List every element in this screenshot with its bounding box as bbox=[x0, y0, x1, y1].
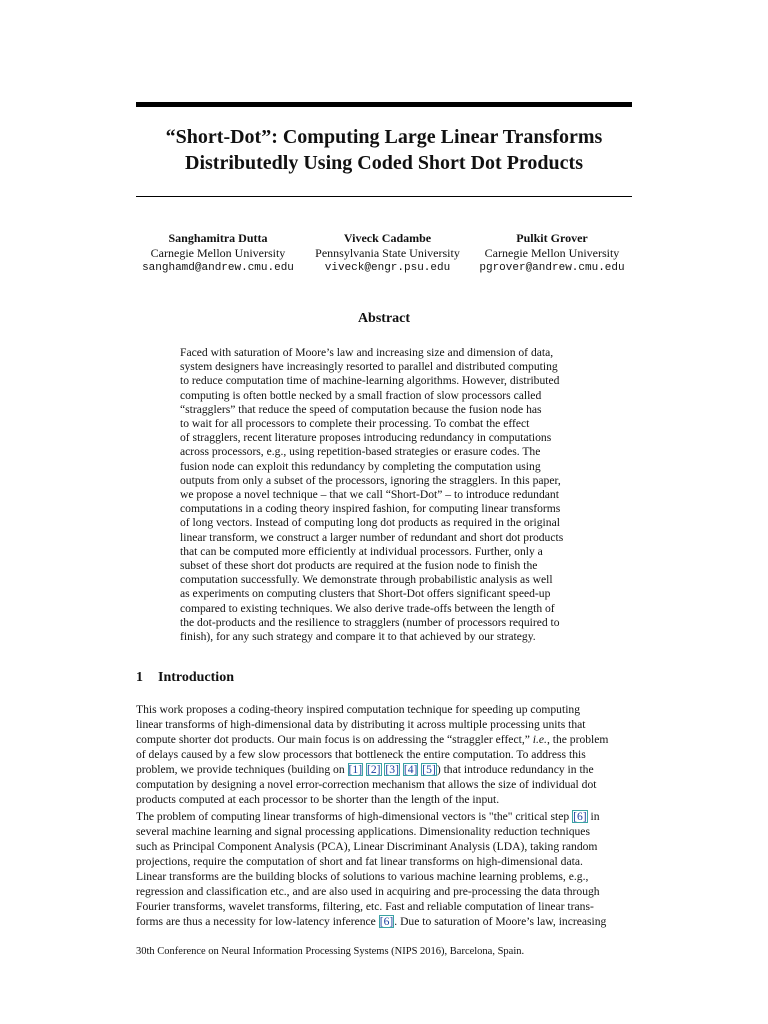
author-name: Pulkit Grover bbox=[516, 231, 588, 245]
title-line: Distributedly Using Coded Short Dot Products bbox=[185, 152, 583, 174]
author-affiliation: Carnegie Mellon University bbox=[150, 246, 286, 260]
citation-link[interactable]: [6] bbox=[379, 915, 394, 928]
text-line: Fourier transforms, wavelet transforms, filtering, etc. Fast and reliable computation of linear trans- bbox=[136, 900, 594, 913]
abstract-line: that can be computed more efficiently at individual processors. Further, only a bbox=[180, 544, 543, 558]
abstract-line: subset of these short dot products are required at the fusion node to finish the bbox=[180, 559, 538, 573]
text-run: The problem of computing linear transforms of high-dimensional vectors is "the" critical step bbox=[136, 810, 573, 823]
author-affiliation: Pennsylvania State University bbox=[315, 246, 460, 260]
text-line: computation by designing a novel error-correction mechanism that allows the size of individual dot bbox=[136, 778, 597, 791]
emphasis-ie: i.e. bbox=[532, 733, 547, 746]
text-line bbox=[136, 762, 632, 777]
author-block bbox=[472, 231, 632, 276]
title-top-rule bbox=[136, 102, 632, 107]
abstract-line: “stragglers” that reduce the speed of computation because the fusion node has bbox=[180, 402, 542, 416]
author-block bbox=[138, 231, 298, 276]
citation-link[interactable]: [1] bbox=[348, 763, 363, 776]
citation-link[interactable]: [4] bbox=[403, 763, 418, 776]
intro-paragraph-2 bbox=[136, 809, 632, 929]
author-block bbox=[305, 231, 470, 276]
abstract-line: linear transform, we construct a larger number of redundant and short dot products bbox=[180, 530, 564, 544]
abstract-line: finish), for any such strategy and compare it to that achieved by our strategy. bbox=[180, 630, 536, 644]
author-name: Sanghamitra Dutta bbox=[168, 231, 268, 245]
citation-link[interactable]: [6] bbox=[573, 810, 587, 823]
abstract-line: computing is often bottle necked by a small fraction of slow processors called bbox=[180, 388, 542, 402]
text-line: such as Principal Component Analysis (PCA), Linear Discriminant Analysis (LDA), taking random bbox=[136, 840, 598, 853]
conference-footnote: 30th Conference on Neural Information Processing Systems (NIPS 2016), Barcelona, Spain. bbox=[136, 946, 525, 957]
abstract-line: as experiments on computing clusters that Short-Dot offers significant speed-up bbox=[180, 587, 551, 601]
abstract-line: the dot-products and the resilience to stragglers (number of processors required to bbox=[180, 615, 560, 629]
intro-paragraph-1 bbox=[136, 702, 632, 807]
text-line: linear transforms of high-dimensional data by distributing it across multiple processing units that bbox=[136, 718, 586, 731]
abstract-line: compared to existing techniques. We also derive trade-offs between the length of bbox=[180, 601, 555, 615]
text-run: compute shorter dot products. Our main focus is on addressing the “straggler effect,” bbox=[136, 733, 533, 746]
text-run: . Due to saturation of Moore’s law, increasing bbox=[394, 915, 607, 928]
text-run: , the problem bbox=[546, 733, 609, 746]
author-affiliation: Carnegie Mellon University bbox=[484, 246, 620, 260]
author-name: Viveck Cadambe bbox=[343, 231, 432, 245]
text-run: ) that introduce redundancy in the bbox=[436, 763, 594, 776]
abstract-line: computations in a coding theory inspired fashion, for computing linear transforms bbox=[180, 502, 561, 516]
text-line: regression and classification etc., and are also used in acquiring and pre-processing the data through bbox=[136, 885, 600, 898]
abstract-line: to wait for all processors to complete their processing. To combat the effect bbox=[180, 417, 530, 431]
author-email[interactable]: sanghamd@andrew.cmu.edu bbox=[142, 262, 294, 274]
citation-link[interactable]: [5] bbox=[422, 763, 436, 776]
section-heading bbox=[136, 670, 234, 686]
title-bottom-rule bbox=[136, 196, 632, 197]
abstract-body bbox=[180, 346, 588, 644]
text-run: forms are thus a necessity for low-latency inference bbox=[136, 915, 379, 928]
text-line: Linear transforms are the building blocks of solutions to various machine learning problems, e.g., bbox=[136, 870, 589, 883]
text-run: in bbox=[587, 810, 600, 823]
title-line: “Short-Dot”: Computing Large Linear Transforms bbox=[165, 126, 603, 148]
abstract-heading: Abstract bbox=[357, 311, 411, 326]
citation-link[interactable]: [2] bbox=[366, 763, 381, 776]
text-line: of delays caused by a few slow processors that bottleneck the entire computation. To address this bbox=[136, 748, 586, 761]
section-title: Introduction bbox=[158, 670, 234, 685]
paper-title bbox=[136, 124, 632, 176]
abstract-line: of long vectors. Instead of computing long dot products as required in the original bbox=[180, 516, 560, 530]
text-run: problem, we provide techniques (building on bbox=[136, 763, 348, 776]
text-line: projections, require the computation of short and fat linear transforms on high-dimensional data. bbox=[136, 855, 583, 868]
text-line: several machine learning and signal processing applications. Dimensionality reduction techniques bbox=[136, 825, 590, 838]
section-number: 1 bbox=[136, 670, 143, 685]
text-line: This work proposes a coding-theory inspired computation technique for speeding up computing bbox=[136, 703, 581, 716]
abstract-line: system designers have increasingly resorted to parallel and distributed computing bbox=[180, 360, 558, 374]
text-line bbox=[136, 809, 632, 824]
abstract-line: outputs from only a subset of the processors, ignoring the stragglers. In this paper, bbox=[180, 473, 561, 487]
citation-link[interactable]: [3] bbox=[385, 763, 399, 776]
abstract-line: computation successfully. We demonstrate through probabilistic analysis as well bbox=[180, 573, 553, 587]
author-email[interactable]: pgrover@andrew.cmu.edu bbox=[479, 262, 625, 274]
abstract-line: fusion node can exploit this redundancy by completing the computation using bbox=[180, 459, 541, 473]
abstract-line: we propose a novel technique – that we call “Short-Dot” – to introduce redundant bbox=[180, 488, 559, 502]
abstract-line: Faced with saturation of Moore’s law and increasing size and dimension of data, bbox=[180, 346, 554, 359]
text-line bbox=[136, 732, 632, 747]
abstract-line: across processors, e.g., using repetition-based strategies or erasure codes. The bbox=[180, 445, 541, 459]
text-line: products computed at each processor to be shorter than the length of the input. bbox=[136, 793, 500, 806]
text-line bbox=[136, 914, 632, 929]
abstract-line: of stragglers, recent literature proposes introducing redundancy in computations bbox=[180, 431, 552, 445]
abstract-line: to reduce computation time of machine-learning algorithms. However, distributed bbox=[180, 374, 560, 388]
author-email[interactable]: viveck@engr.psu.edu bbox=[324, 262, 451, 274]
